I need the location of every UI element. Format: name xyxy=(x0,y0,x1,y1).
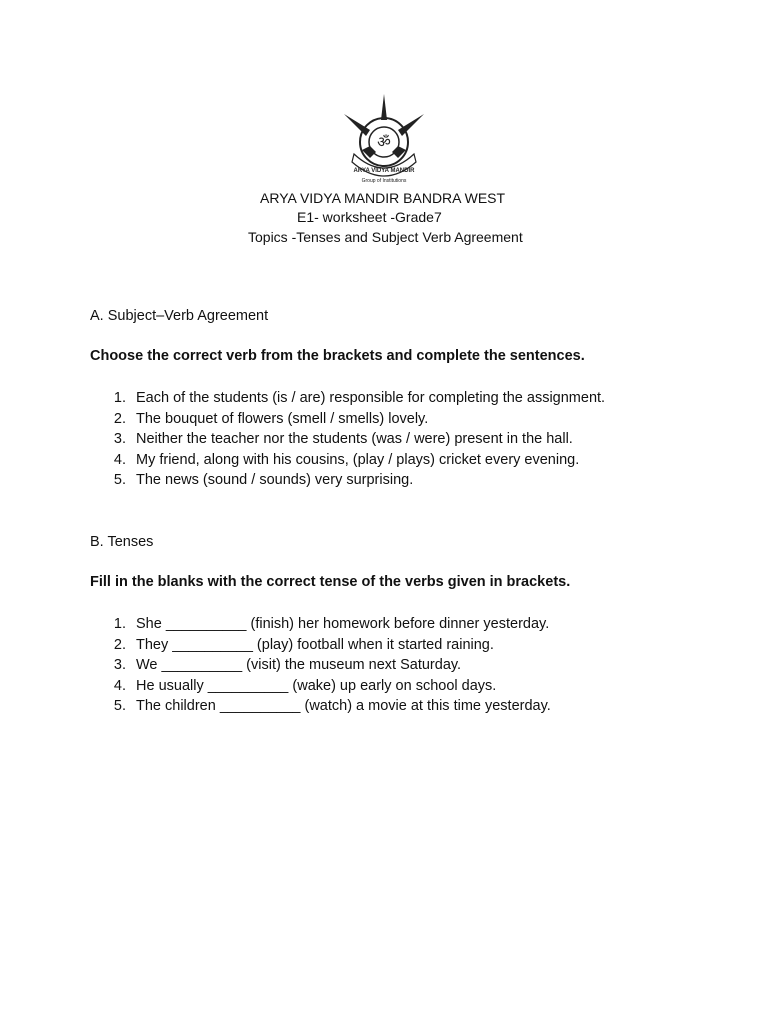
worksheet-title: E1- worksheet -Grade7 xyxy=(297,209,442,225)
question-number: 3. xyxy=(113,657,126,674)
question-number: 1. xyxy=(113,390,126,406)
topics-line: Topics -Tenses and Subject Verb Agreement xyxy=(248,229,523,245)
school-name: ARYA VIDYA MANDIR BANDRA WEST xyxy=(260,190,506,206)
question-text: The bouquet of flowers (smell / smells) lovely. xyxy=(136,410,429,427)
arya-vidya-mandir-emblem-icon xyxy=(340,92,428,188)
question-text: The news (sound / sounds) very surprising. xyxy=(136,472,414,489)
question-number: 2. xyxy=(113,410,126,427)
question-text: He usually __________ (wake) up early on school days. xyxy=(136,677,497,694)
question-number: 2. xyxy=(113,636,126,653)
question-number: 1. xyxy=(113,616,126,632)
question-text: Each of the students (is / are) responsible for completing the assignment. xyxy=(136,390,606,406)
section-b-instruction: Fill in the blanks with the correct tense of the verbs given in brackets. xyxy=(90,574,571,590)
section-b-heading: B. Tenses xyxy=(90,534,154,550)
question-text: Neither the teacher nor the students (was / were) present in the hall. xyxy=(136,431,573,448)
section-a-instruction: Choose the correct verb from the brackets and complete the sentences. xyxy=(90,348,585,364)
emblem-name-text: ARYA VIDYA MANDIR xyxy=(353,168,415,174)
question-text: She __________ (finish) her homework before dinner yesterday. xyxy=(136,616,550,632)
emblem-subtitle-text: Group of Institutions xyxy=(361,178,407,184)
question-text: We __________ (visit) the museum next Saturday. xyxy=(136,657,462,674)
question-number: 4. xyxy=(113,451,126,468)
section-a-heading: A. Subject–Verb Agreement xyxy=(90,308,269,324)
question-number: 5. xyxy=(113,472,126,489)
om-glyph: ॐ xyxy=(377,133,391,151)
question-number: 4. xyxy=(113,677,126,694)
question-text: My friend, along with his cousins, (play / plays) cricket every evening. xyxy=(136,451,580,468)
question-number: 5. xyxy=(113,698,126,715)
question-number: 3. xyxy=(113,431,126,448)
question-text: They __________ (play) football when it started raining. xyxy=(136,636,494,653)
question-text: The children __________ (watch) a movie at this time yesterday. xyxy=(136,698,551,715)
